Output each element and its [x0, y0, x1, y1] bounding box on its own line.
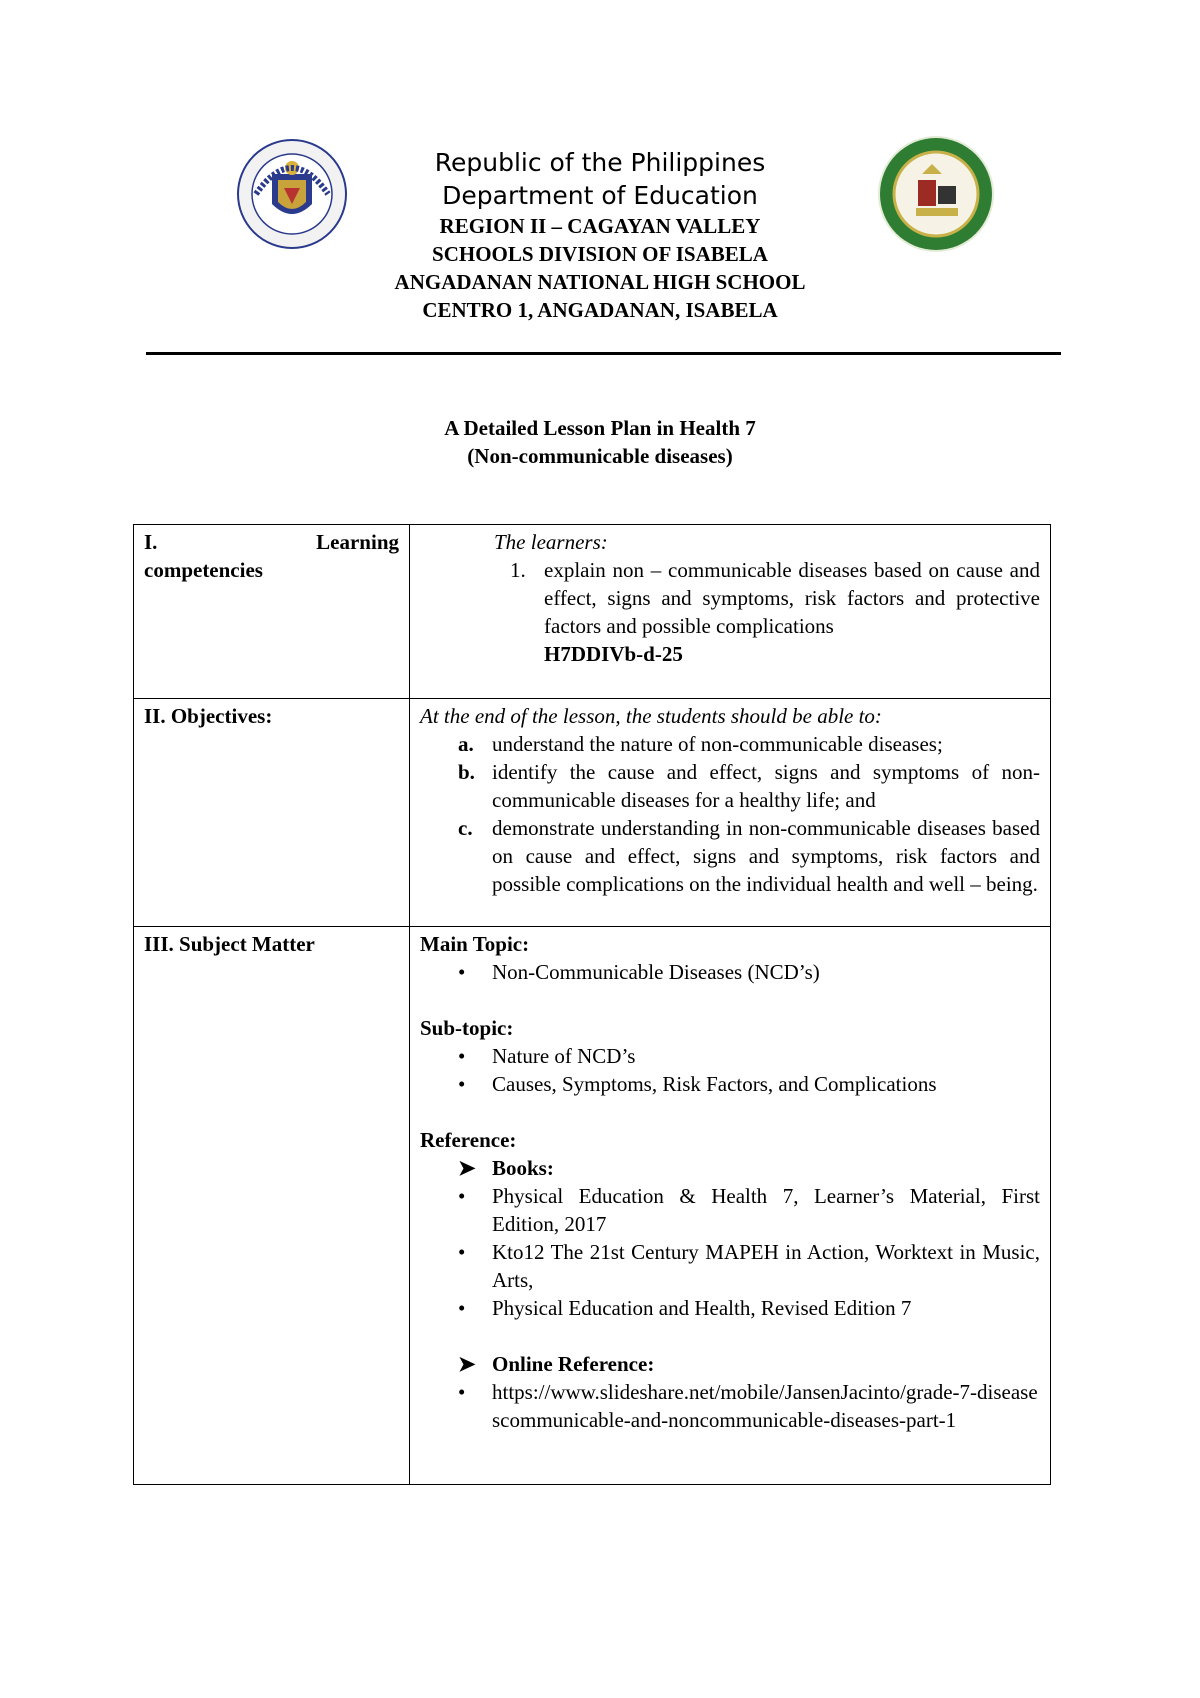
main-topic-heading: Main Topic:: [420, 932, 530, 956]
lesson-plan-table: [133, 524, 1051, 1485]
list-item: • Physical Education and Health, Revised Edition 7: [420, 1294, 1040, 1322]
address-line: CENTRO 1, ANGADANAN, ISABELA: [422, 298, 778, 322]
subject-matter-label-cell: III. Subject Matter: [134, 927, 410, 1485]
school-line: ANGADANAN NATIONAL HIGH SCHOOL: [394, 270, 806, 294]
objective-item: c. demonstrate understanding in non-communicable diseases based on cause and effect, signs and symptoms, risk factors and possible complications on the individual health and well – being.: [458, 816, 1040, 896]
bullet-icon: •: [458, 1380, 466, 1404]
books-heading: ➤ Books:: [420, 1154, 1040, 1182]
bullet-icon: •: [458, 960, 466, 984]
competencies-label-line2: competencies: [144, 558, 263, 582]
learners-intro: The learners:: [494, 530, 608, 554]
bullet-icon: •: [458, 1184, 466, 1208]
division-line: SCHOOLS DIVISION OF ISABELA: [432, 242, 768, 266]
reference-heading: Reference:: [420, 1128, 517, 1152]
list-item: • Causes, Symptoms, Risk Factors, and Complications: [420, 1070, 1040, 1098]
competencies-label-line1: I. Learning: [144, 530, 399, 554]
list-item: • Physical Education & Health 7, Learner’s Material, First Edition, 2017: [420, 1182, 1040, 1238]
bullet-icon: •: [458, 1296, 466, 1320]
objective-item: b. identify the cause and effect, signs and symptoms of non- communicable diseases for a healthy life; and: [458, 760, 1040, 812]
subject-matter-content-cell: [410, 927, 1051, 1485]
competencies-content-cell: [410, 525, 1051, 699]
competency-code: H7DDIVb-d-25: [544, 642, 683, 666]
competencies-label-cell: [134, 525, 410, 699]
table-row-competencies: [134, 525, 1051, 699]
table-row-objectives: [134, 699, 1051, 927]
title-line-1: A Detailed Lesson Plan in Health 7: [444, 416, 756, 440]
bullet-icon: •: [458, 1240, 466, 1264]
header-divider: [146, 352, 1061, 355]
letterhead: [300, 146, 900, 324]
list-item: • Kto12 The 21st Century MAPEH in Action, Worktext in Music, Arts,: [420, 1238, 1040, 1294]
region-line: REGION II – CAGAYAN VALLEY: [439, 214, 761, 238]
arrow-icon: ➤: [458, 1156, 476, 1180]
list-item: [420, 1378, 1040, 1434]
list-item: • Nature of NCD’s: [420, 1042, 1040, 1070]
document-title: [300, 414, 900, 470]
objectives-intro: At the end of the lesson, the students should be able to:: [420, 704, 882, 728]
objectives-label-cell: II. Objectives:: [134, 699, 410, 927]
arrow-icon: ➤: [458, 1352, 476, 1376]
online-reference-link[interactable]: https://www.slideshare.net/mobile/JansenJacinto/grade-7-diseasescommunicable-and-noncommunicable-diseases-part-1: [492, 1380, 1038, 1432]
online-reference-heading: ➤ Online Reference:: [420, 1350, 1040, 1378]
competency-item: 1. explain non – communicable diseases based on cause and effect, signs and symptoms, risk factors and protective factors and possible complications H7DDIVb-d-25: [510, 558, 1040, 666]
objectives-content-cell: [410, 699, 1051, 927]
subtopic-heading: Sub-topic:: [420, 1016, 514, 1040]
objective-item: a. understand the nature of non-communicable diseases;: [458, 732, 943, 756]
bullet-icon: •: [458, 1072, 466, 1096]
table-row-subject-matter: [134, 927, 1051, 1485]
bullet-icon: •: [458, 1044, 466, 1068]
republic-line: Republic of the Philippines: [434, 148, 766, 177]
title-line-2: (Non-communicable diseases): [467, 444, 733, 468]
list-item: • Non-Communicable Diseases (NCD’s): [420, 958, 1040, 986]
department-line: Department of Education: [442, 181, 758, 210]
